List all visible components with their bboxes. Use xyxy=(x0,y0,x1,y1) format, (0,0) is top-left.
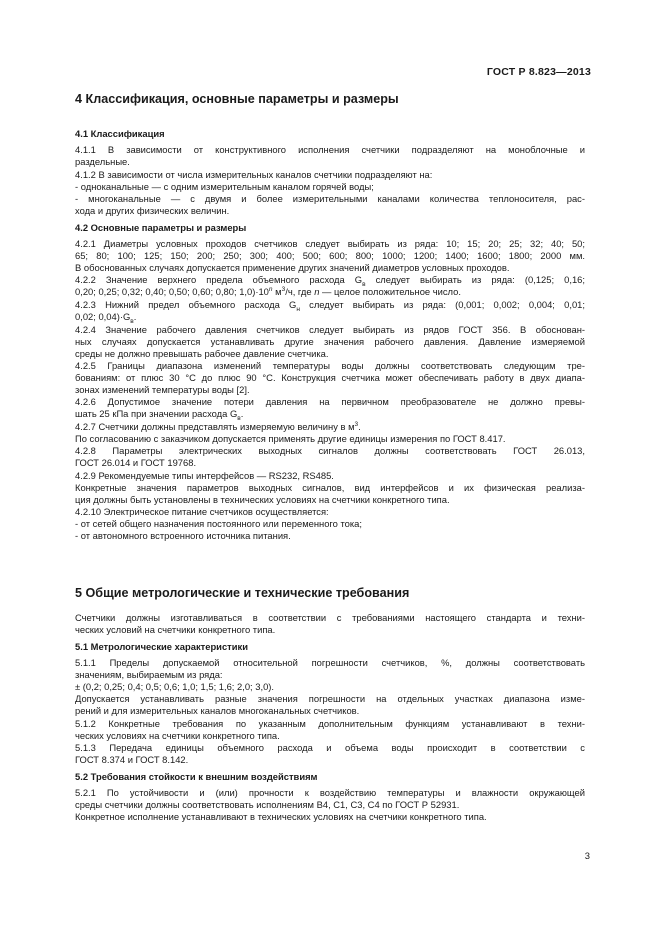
para-4-2-10-bullet2: - от автономного встроенного источника питания. xyxy=(75,530,291,541)
para-5-2-1-line3: Конкретное исполнение устанавливают в технических условиях на счетчики конкретного типа. xyxy=(75,811,487,822)
para-5-1-1-line3: ± (0,2; 0,25; 0,4; 0,5; 0,6; 1,0; 1,5; 1,6; 2,0; 3,0). xyxy=(75,681,275,692)
para-4-1-2-bullet1: - одноканальные — с одним измерительным каналом горячей воды; xyxy=(75,181,374,192)
para-5-1-2-line2: ческих условиях на счетчики конкретного типа. xyxy=(75,730,280,741)
para-5-intro-line2: ческих условий на счетчики конкретного типа. xyxy=(75,624,276,635)
para-4-2-8-line2: ГОСТ 26.014 и ГОСТ 19768. xyxy=(75,457,197,468)
document-id-header: ГОСТ Р 8.823—2013 xyxy=(486,66,591,78)
para-5-1-1-line1: 5.1.1 Пределы допускаемой относительной погрешности счетчиков, %, должны соответствовать xyxy=(75,657,585,668)
para-4-2-2-line1: 4.2.2 Значение верхнего предела объемного расхода $G_в$ следует выбирать из ряда: (0,125; 0,16; xyxy=(75,274,585,288)
para-4-2-9-line2: Конкретные значения параметров выходных сигналов, вид интерфейсов и их физическая реализа- xyxy=(75,482,585,493)
para-4-2-5-line2: бованиям: от плюс 30 °С до плюс 90 °С. Конструкция счетчика может обеспечивать работу в двух диапа- xyxy=(75,372,585,383)
para-4-1-2-bullet2-line1: - многоканальные — с двумя и более измерительными каналами количества теплоносителя, рас- xyxy=(75,193,585,204)
para-5-2-1-line2: среды счетчики должны соответствовать исполнениям В4, С1, С3, С4 по ГОСТ Р 52931. xyxy=(75,799,460,810)
subsection-4-1-title: 4.1 Классификация xyxy=(75,128,165,139)
para-4-2-1-line3: В обоснованных случаях допускается применение других значений диаметров условных проходов. xyxy=(75,262,510,273)
para-4-2-9: 4.2.9 Рекомендуемые типы интерфейсов — RS232, RS485. xyxy=(75,470,334,481)
para-4-2-10: 4.2.10 Электрическое питание счетчиков осуществляется: xyxy=(75,506,329,517)
para-4-2-3-line2: 0,02; $0,04)\cdot G_в$. xyxy=(75,311,137,325)
subsection-5-2-title: 5.2 Требования стойкости к внешним воздействиям xyxy=(75,771,318,782)
para-4-2-2-line2: 0,20; 0,25; 0,32; 0,40; 0,50; 0,60; 0,80; $1,0)\cdot 10^n$ $м^3/ч$, где n — целое положительное число. xyxy=(75,285,461,297)
para-5-1-1-line2: значениям, выбираемым из ряда: xyxy=(75,669,223,680)
para-4-2-9-line3: ция должны быть установлены в технических условиях на счетчики конкретного типа. xyxy=(75,494,450,505)
para-4-2-7: 4.2.7 Счетчики должны представлять измеряемую величину в $м^3$. xyxy=(75,420,361,432)
para-4-2-8-line1: 4.2.8 Параметры электрических выходных сигналов должны соответствовать ГОСТ 26.013, xyxy=(75,445,585,456)
para-4-2-3-line1: 4.2.3 Нижний предел объемного расхода $G_н$ следует выбирать из ряда: (0,001; 0,002; 0,004; 0,01; xyxy=(75,299,585,313)
para-4-2-4-line2: ных случаях допускается устанавливать другие значения рабочего давления. Давление измеряемой xyxy=(75,336,585,347)
para-4-1-1-line1: 4.1.1 В зависимости от конструктивного исполнения счетчики подразделяют на моноблочные и xyxy=(75,144,585,155)
para-5-1-3-line1: 5.1.3 Передача единицы объемного расхода и объема воды происходит в соответствии с xyxy=(75,742,585,753)
para-5-intro-line1: Счетчики должны изготавливаться в соответствии с требованиями настоящего стандарта и техни- xyxy=(75,612,585,623)
para-4-2-7-line2: По согласованию с заказчиком допускается применять другие единицы измерения по ГОСТ 8.417. xyxy=(75,433,506,444)
para-4-1-2: 4.1.2 В зависимости от числа измерительных каналов счетчики подразделяют на: xyxy=(75,169,433,180)
para-4-1-1-line2: раздельные. xyxy=(75,156,130,167)
section-4-title: 4 Классификация, основные параметры и размеры xyxy=(75,92,399,106)
para-5-1-2-line1: 5.1.2 Конкретные требования по указанным дополнительным функциям устанавливают в техни- xyxy=(75,718,585,729)
para-4-2-6-line2: шать 25 кПа при значении расхода $G_в$. xyxy=(75,408,244,422)
subsection-5-1-title: 5.1 Метрологические характеристики xyxy=(75,641,248,652)
subsection-4-2-title: 4.2 Основные параметры и размеры xyxy=(75,222,247,233)
page-number: 3 xyxy=(584,850,590,861)
para-5-2-1-line1: 5.2.1 По устойчивости и (или) прочности к воздействию температуры и влажности окружающей xyxy=(75,787,585,798)
para-4-2-5-line1: 4.2.5 Границы диапазона изменений температуры воды должны соответствовать следующим тре- xyxy=(75,360,585,371)
para-4-2-1-line1: 4.2.1 Диаметры условных проходов счетчиков следует выбирать из ряда: 10; 15; 20; 25; 32; 40; 50; xyxy=(75,238,585,249)
para-4-2-5-line3: зонах изменений температуры воды [2]. xyxy=(75,384,250,395)
para-5-1-3-line2: ГОСТ 8.374 и ГОСТ 8.142. xyxy=(75,754,189,765)
para-4-2-10-bullet1: - от сетей общего назначения постоянного или переменного тока; xyxy=(75,518,362,529)
para-4-2-1-line2: 65; 80; 100; 125; 150; 200; 250; 300; 400; 500; 600; 800; 1000; 1200; 1400; 1600; 1800; 2000 мм. xyxy=(75,250,585,261)
para-4-2-6-line1: 4.2.6 Допустимое значение потери давления на первичном преобразователе не должно превы- xyxy=(75,396,585,407)
para-4-2-4-line3: среды не должно превышать рабочее давление счетчика. xyxy=(75,348,329,359)
para-4-1-2-bullet2-line2: хода и других физических величин. xyxy=(75,205,230,216)
section-5-title: 5 Общие метрологические и технические требования xyxy=(75,586,410,600)
para-5-1-1-line4: Допускается устанавливать разные значения погрешности на отдельных участках диапазона изме- xyxy=(75,693,585,704)
para-4-2-4-line1: 4.2.4 Значение рабочего давления счетчиков следует выбирать из рядов ГОСТ 356. В обоснован- xyxy=(75,324,585,335)
para-5-1-1-line5: рений и для измерительных каналов многоканальных счетчиков. xyxy=(75,705,360,716)
